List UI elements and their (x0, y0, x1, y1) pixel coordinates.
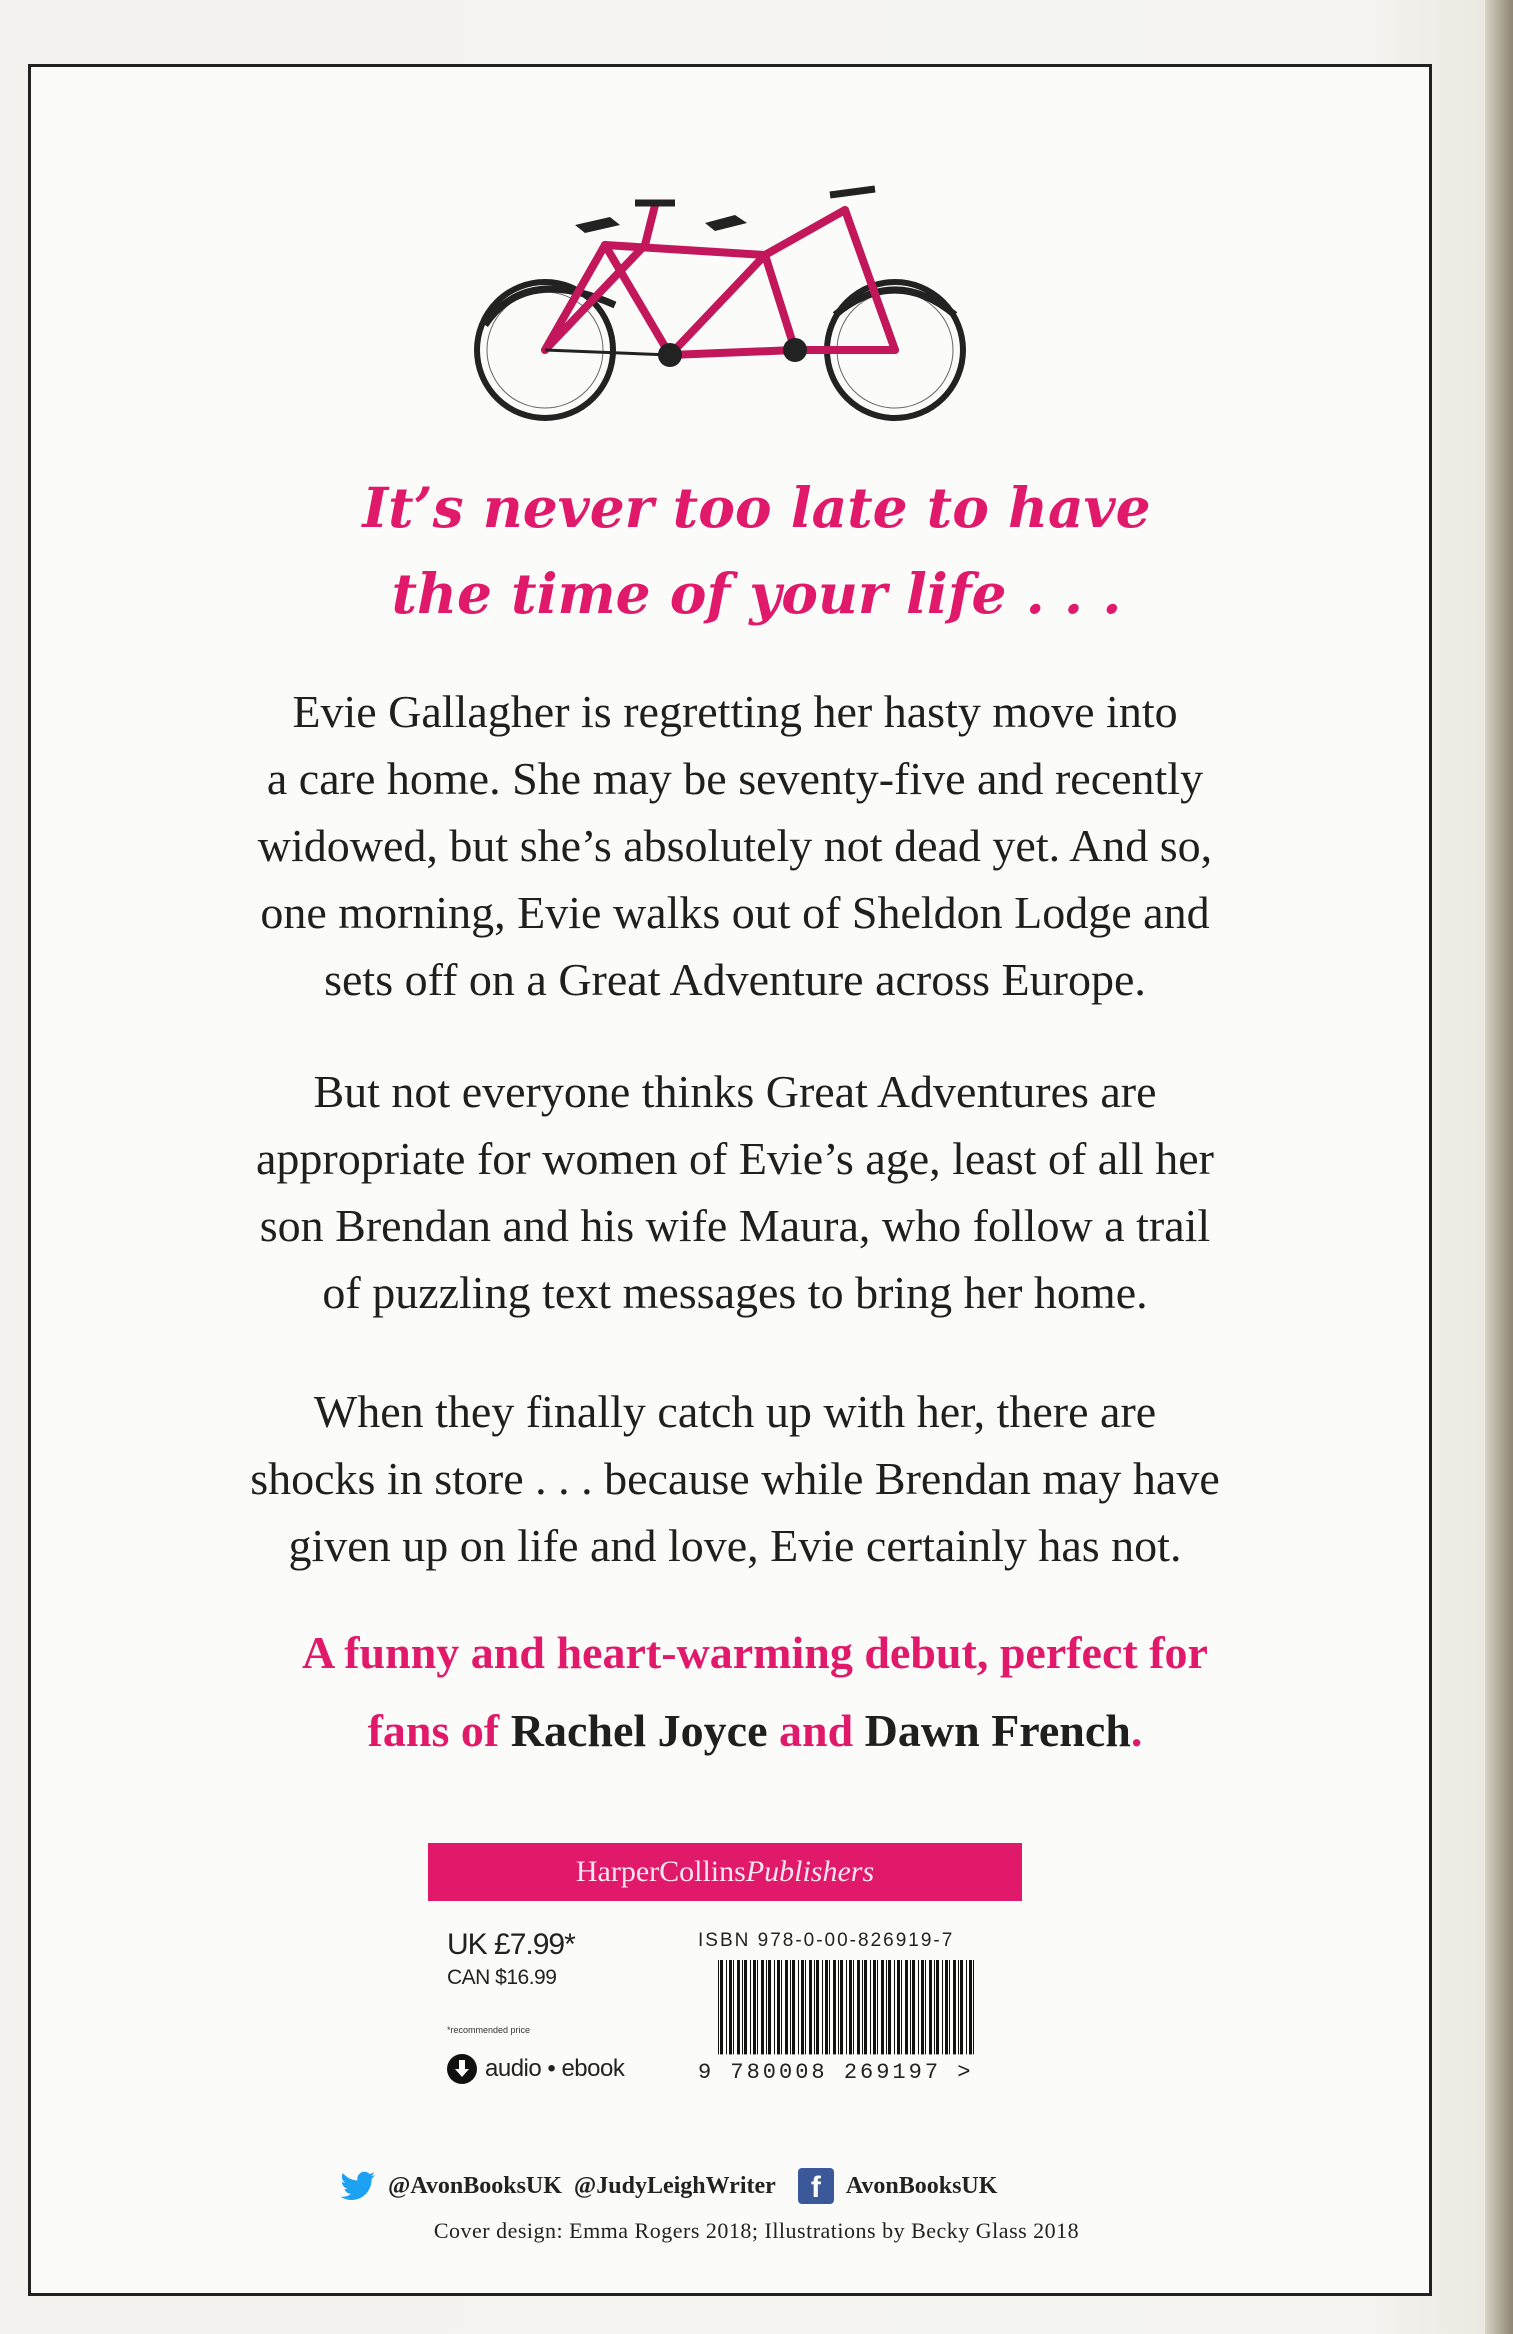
download-icon (447, 2054, 477, 2084)
blurb-line: a care home. She may be seventy-five and recently (266, 753, 1204, 804)
facebook-icon: f (798, 2168, 834, 2204)
blurb-line: son Brendan and his wife Maura, who follow a trail (259, 1200, 1211, 1251)
praise-line-1: A funny and heart-warming debut, perfect for (302, 1627, 1208, 1678)
tagline-line-1: It’s never too late to have (362, 475, 1151, 540)
price-block (447, 1928, 575, 1990)
praise-and: and (767, 1705, 865, 1756)
praise-author-1: Rachel Joyce (510, 1705, 768, 1756)
publisher-suffix: Publishers (745, 1855, 875, 1888)
tandem-bicycle-icon (465, 185, 990, 425)
praise-period: . (1130, 1705, 1143, 1756)
blurb-paragraph-1 (180, 678, 1290, 1013)
blurb-line: widowed, but she’s absolutely not dead yet. And so, (257, 820, 1213, 871)
publisher-banner (428, 1843, 1022, 1901)
isbn-label: ISBN 978-0-00-826919-7 (698, 1930, 955, 1951)
twitter-handle-author[interactable]: @JudyLeighWriter (573, 2172, 776, 2199)
blurb-line: But not everyone thinks Great Adventures are (313, 1066, 1157, 1117)
praise-line-2 (150, 1692, 1360, 1770)
cover-credits: Cover design: Emma Rogers 2018; Illustrations by Becky Glass 2018 (433, 2218, 1080, 2243)
praise-author-2: Dawn French (864, 1705, 1131, 1756)
twitter-handle-avon[interactable]: @AvonBooksUK (388, 2172, 562, 2199)
formats-label: audio • ebook (485, 2055, 625, 2082)
price-can: CAN $16.99 (447, 1966, 557, 1989)
blurb-line: appropriate for women of Evie’s age, least of all her (256, 1133, 1214, 1184)
blurb-line: shocks in store . . . because while Brendan may have (250, 1453, 1220, 1504)
social-links (340, 2168, 997, 2204)
praise-quote (150, 1614, 1360, 1770)
tagline-line-2: the time of your life . . . (391, 561, 1122, 626)
barcode-digits: 9 780008 269197 > (698, 2060, 974, 2085)
blurb-line: Evie Gallagher is regretting her hasty move into (292, 686, 1178, 737)
blurb-paragraph-2 (180, 1058, 1290, 1326)
recommended-price-note: *recommended price (447, 2025, 531, 2035)
twitter-icon (340, 2171, 376, 2201)
praise-fans-of: fans of (367, 1705, 511, 1756)
blurb-line: When they finally catch up with her, there are (313, 1386, 1157, 1437)
facebook-page[interactable]: AvonBooksUK (845, 2172, 998, 2199)
book-spine-edge (1485, 0, 1513, 2334)
blurb-paragraph-3 (180, 1378, 1290, 1579)
publisher-name: HarperCollins (575, 1855, 746, 1888)
blurb-line: sets off on a Great Adventure across Europe. (324, 954, 1146, 1005)
tagline (0, 465, 1513, 637)
blurb-line: given up on life and love, Evie certainly has not. (288, 1520, 1182, 1571)
blurb-line: one morning, Evie walks out of Sheldon Lodge and (260, 887, 1210, 938)
blurb-line: of puzzling text messages to bring her home. (322, 1267, 1148, 1318)
formats-available (447, 2054, 624, 2084)
price-uk: UK £7.99* (447, 1928, 575, 1961)
